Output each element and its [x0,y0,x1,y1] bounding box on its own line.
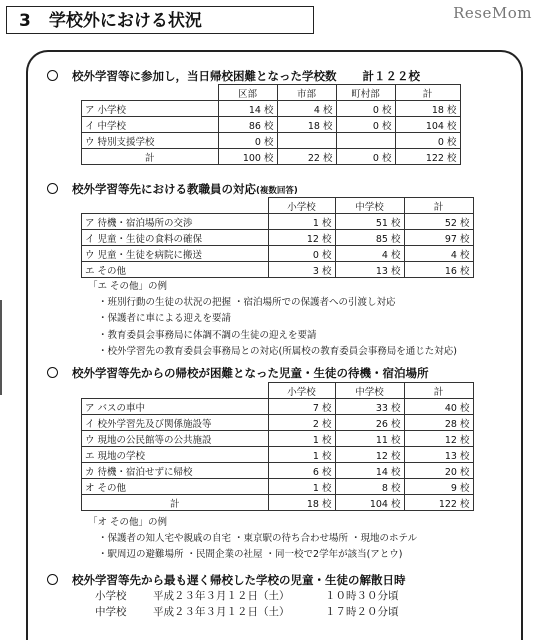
bullet-circle-icon [47,70,58,81]
sec2-heading: 校外学習等先における教職員の対応(複数回答) [47,181,298,197]
bullet-circle-icon [47,183,58,194]
sec3-table [81,382,474,511]
sec1-table [81,84,461,165]
table-cell: 1 校 [268,447,335,463]
table-cell: 85 校 [335,230,404,246]
table-cell: 22 校 [277,149,336,165]
row-label: イ 中学校 [82,117,219,133]
table-row [82,214,474,230]
table-cell: 0 校 [218,133,277,149]
col-header: 計 [395,85,460,101]
table-row [82,101,461,117]
sec3-notes [88,515,417,564]
note-item: ・校外学習先の教育委員会事務局との対応(所属校の教育委員会事務局を通じた対応) [98,345,457,357]
col-header: 市部 [277,85,336,101]
table-cell: 4 校 [277,101,336,117]
row-label: ア 待機・宿泊場所の交渉 [82,214,269,230]
table-row [82,447,474,463]
table-cell: 0 校 [336,149,395,165]
section-title: 学校外における状況 [48,11,202,31]
table-cell: 4 校 [404,246,473,262]
table-cell: 122 校 [404,495,473,511]
table-cell: 7 校 [268,399,335,415]
table-cell: 104 校 [335,495,404,511]
note-item: ・駅周辺の避難場所 ・民間企業の社屋 ・同一校で2学年が該当(アとウ) [98,549,403,561]
table-cell: 1 校 [268,431,335,447]
table-cell: 13 校 [404,447,473,463]
row-label: エ 現地の学校 [82,447,269,463]
bullet-circle-icon [47,367,58,378]
table-total-row [82,149,461,165]
row-label: ウ 現地の公民館等の公共施設 [82,431,269,447]
bullet-circle-icon [47,574,58,585]
row-label: イ 校外学習先及び関係施設等 [82,415,269,431]
table-row [82,431,474,447]
table-row [82,262,474,278]
table-cell: 12 校 [268,230,335,246]
row-label: ア バスの車中 [82,399,269,415]
table-header-row [82,85,461,101]
col-header: 中学校 [335,198,404,214]
table-cell [336,133,395,149]
table-cell: 100 校 [218,149,277,165]
sec4-heading: 校外学習等先から最も遅く帰校した学校の児童・生徒の解散日時 [47,572,406,588]
table-cell: 40 校 [404,399,473,415]
table-cell: 122 校 [395,149,460,165]
table-cell: 86 校 [218,117,277,133]
dismissal-time: １０時３０分頃 [325,590,399,602]
table-row [82,117,461,133]
col-header: 小学校 [268,383,335,399]
school-type: 小学校 [95,590,127,602]
note-item: ・班別行動の生徒の状況の把握 ・宿泊場所での保護者への引渡し対応 [98,297,396,309]
page-edge-mark [0,300,2,395]
col-header: 小学校 [268,198,335,214]
table-cell: 8 校 [335,479,404,495]
table-cell: 12 校 [404,431,473,447]
dismissal-date: 平成２３年３月１２日（土） [153,606,290,618]
table-row [82,415,474,431]
col-header: 区部 [218,85,277,101]
table-cell: 4 校 [335,246,404,262]
table-cell: 1 校 [268,479,335,495]
section-title-box [6,6,314,34]
row-label: ウ 児童・生徒を病院に搬送 [82,246,269,262]
row-label: オ その他 [82,479,269,495]
sec4-dismissal-times [95,588,399,620]
sec2-notes [88,279,457,360]
col-header: 計 [404,198,473,214]
dismissal-row [95,588,399,604]
table-cell: 51 校 [335,214,404,230]
row-label: エ その他 [82,262,269,278]
table-cell: 0 校 [268,246,335,262]
note-heading: 「オ その他」の例 [88,517,168,528]
table-cell: 2 校 [268,415,335,431]
sec3-heading: 校外学習等先からの帰校が困難となった児童・生徒の待機・宿泊場所 [47,365,429,381]
row-label: カ 待機・宿泊せずに帰校 [82,463,269,479]
resemom-logo: ReseMom [453,4,532,22]
row-label: ウ 特別支援学校 [82,133,219,149]
table-row [82,133,461,149]
table-cell: 33 校 [335,399,404,415]
table-cell: 0 校 [336,117,395,133]
table-cell: 20 校 [404,463,473,479]
table-row [82,463,474,479]
table-total-row [82,495,474,511]
row-label: 計 [82,149,219,165]
table-row [82,399,474,415]
dismissal-date: 平成２３年３月１２日（土） [153,590,290,602]
dismissal-time: １７時２０分頃 [325,606,399,618]
school-type: 中学校 [95,606,127,618]
col-header: 町村部 [336,85,395,101]
dismissal-row [95,604,399,620]
note-item: ・教育委員会事務局に体調不調の生徒の迎えを要請 [98,329,317,341]
table-cell [277,133,336,149]
table-cell: 9 校 [404,479,473,495]
row-label: 計 [82,495,269,511]
col-header: 中学校 [335,383,404,399]
sec2-note-small: (複数回答) [256,186,298,196]
sec1-heading: 校外学習等に参加し，当日帰校困難となった学校数 計１２２校 [47,68,420,84]
table-header-row [82,198,474,214]
table-cell: 11 校 [335,431,404,447]
section-number: 3 [19,11,31,31]
table-cell: 26 校 [335,415,404,431]
table-cell: 0 校 [395,133,460,149]
table-cell: 6 校 [268,463,335,479]
table-row [82,479,474,495]
table-cell: 18 校 [268,495,335,511]
table-cell: 13 校 [335,262,404,278]
table-cell: 104 校 [395,117,460,133]
sec1-total: 計１２２校 [362,69,420,83]
row-label: ア 小学校 [82,101,219,117]
table-cell: 16 校 [404,262,473,278]
row-label: イ 児童・生徒の食料の確保 [82,230,269,246]
table-cell: 1 校 [268,214,335,230]
table-cell: 52 校 [404,214,473,230]
table-row [82,246,474,262]
col-header: 計 [404,383,473,399]
table-cell: 18 校 [277,117,336,133]
table-cell: 3 校 [268,262,335,278]
table-cell: 28 校 [404,415,473,431]
table-cell: 18 校 [395,101,460,117]
table-header-row [82,383,474,399]
table-cell: 0 校 [336,101,395,117]
table-cell: 97 校 [404,230,473,246]
table-cell: 14 校 [218,101,277,117]
table-cell: 14 校 [335,463,404,479]
table-cell: 12 校 [335,447,404,463]
table-row [82,230,474,246]
sec2-table [81,197,474,278]
note-item: ・保護者の知人宅や親戚の自宅 ・東京駅の待ち合わせ場所 ・現地のホテル [98,533,418,545]
note-heading: 「エ その他」の例 [88,281,168,292]
note-item: ・保護者に車による迎えを要請 [98,313,232,325]
